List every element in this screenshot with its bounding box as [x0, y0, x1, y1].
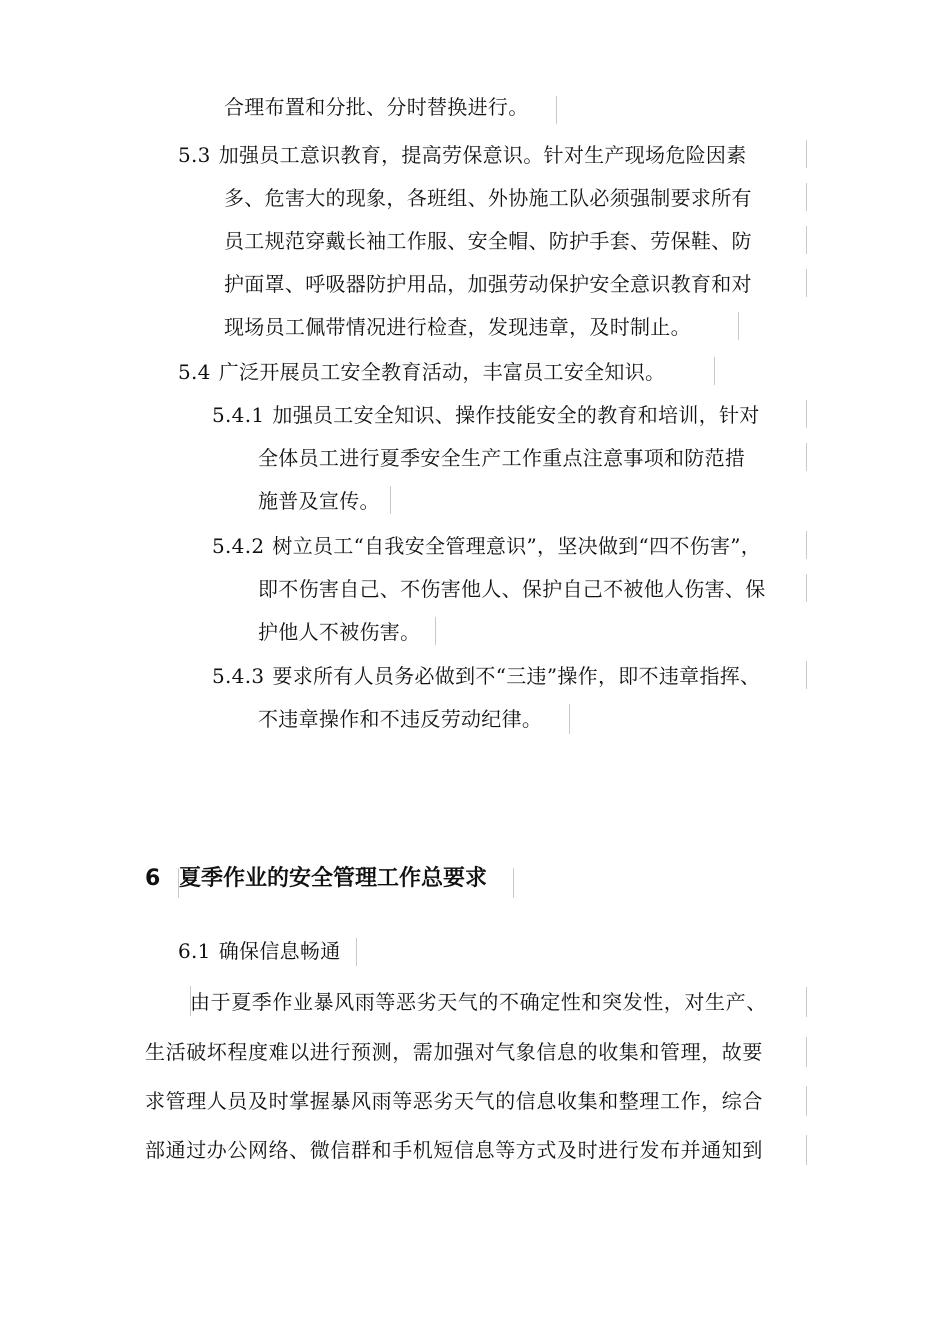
list-item-line — [224, 312, 691, 342]
list-item-first-line — [212, 531, 761, 561]
text-line: 加强员工安全知识、操作技能安全的教育和培训，针对 — [272, 403, 760, 427]
text-line: 多、危害大的现象，各班组、外协施工队必须强制要求所有 — [224, 186, 752, 210]
section-title: 夏季作业的安全管理工作总要求 — [179, 866, 488, 891]
list-item-line — [258, 443, 745, 473]
text-boundary-mark — [806, 140, 807, 168]
list-item-first-line — [212, 400, 760, 430]
continued-line — [224, 92, 529, 122]
text-line: 全体员工进行夏季安全生产工作重点注意事项和防范措 — [258, 446, 746, 470]
list-item-line — [258, 486, 380, 516]
text-boundary-mark — [806, 987, 807, 1017]
list-item-first-line — [178, 357, 665, 387]
text-line: 由于夏季作业暴风雨等恶劣天气的不确定性和突发性，对生产、 — [190, 990, 767, 1014]
text-boundary-mark — [356, 938, 357, 966]
text-line: 加强员工意识教育，提高劳保意识。针对生产现场危险因素 — [218, 143, 747, 167]
text-line: 合理布置和分批、分时替换进行。 — [224, 95, 529, 119]
list-item-line — [224, 226, 752, 256]
list-item-first-line — [178, 140, 747, 170]
text-line: 求管理人员及时掌握暴风雨等恶劣天气的信息收集和整理工作，综合 — [145, 1089, 763, 1113]
paragraph-line — [145, 1135, 763, 1165]
text-boundary-mark — [714, 357, 715, 385]
text-boundary-mark — [569, 704, 570, 734]
text-line: 施普及宣传。 — [258, 489, 380, 513]
text-boundary-mark — [806, 1135, 807, 1165]
text-line: 护他人不被伤害。 — [258, 620, 421, 644]
text-boundary-mark — [390, 486, 391, 514]
text-line: 部通过办公网络、微信群和手机短信息等方式及时进行发布并通知到 — [145, 1138, 763, 1162]
item-number: 5.4.2 — [212, 534, 265, 558]
text-boundary-mark — [178, 868, 179, 898]
text-boundary-mark — [806, 1037, 807, 1067]
paragraph-line — [145, 1037, 763, 1067]
text-line: 现场员工佩带情况进行检查，发现违章，及时制止。 — [224, 315, 691, 339]
paragraph-line — [190, 987, 767, 1017]
list-item-line — [224, 269, 752, 299]
item-number: 5.4.1 — [212, 403, 265, 427]
subsection-number: 6.1 — [178, 939, 211, 963]
text-boundary-mark — [513, 868, 514, 898]
text-boundary-mark — [556, 96, 557, 124]
subsection-title: 确保信息畅通 — [218, 939, 341, 963]
text-boundary-mark — [806, 1086, 807, 1116]
item-number: 5.4.3 — [212, 664, 265, 688]
text-line: 护面罩、呼吸器防护用品，加强劳动保护安全意识教育和对 — [224, 272, 752, 296]
text-line: 树立员工“自我安全管理意识”，坚决做到“四不伤害”， — [272, 534, 762, 558]
text-boundary-mark — [806, 661, 807, 689]
text-line: 即不伤害自己、不伤害他人、保护自己不被他人伤害、保 — [258, 577, 766, 601]
item-number: 5.3 — [178, 143, 211, 167]
text-boundary-mark — [806, 400, 807, 428]
text-boundary-mark — [806, 269, 807, 297]
text-line: 员工规范穿戴长袖工作服、安全帽、防护手套、劳保鞋、防 — [224, 229, 752, 253]
paragraph-line — [145, 1086, 763, 1116]
subsection-heading — [178, 936, 341, 966]
text-line: 不违章操作和不违反劳动纪律。 — [258, 707, 543, 731]
list-item-line — [258, 574, 766, 604]
section-heading — [145, 864, 487, 894]
text-boundary-mark — [435, 617, 436, 645]
text-line: 要求所有人员务必做到不“三违”操作，即不违章指挥、 — [272, 664, 761, 688]
section-number: 6 — [145, 866, 161, 891]
text-boundary-mark — [806, 531, 807, 559]
item-number: 5.4 — [178, 360, 211, 384]
list-item-line — [224, 183, 752, 213]
text-line: 广泛开展员工安全教育活动，丰富员工安全知识。 — [218, 360, 666, 384]
list-item-first-line — [212, 661, 760, 691]
text-line: 生活破坏程度难以进行预测，需加强对气象信息的收集和管理，故要 — [145, 1040, 763, 1064]
text-boundary-mark — [806, 183, 807, 211]
list-item-line — [258, 617, 420, 647]
text-boundary-mark — [806, 443, 807, 471]
text-boundary-mark — [806, 574, 807, 602]
text-boundary-mark — [806, 226, 807, 254]
text-boundary-mark — [738, 312, 739, 340]
list-item-line — [258, 704, 542, 734]
